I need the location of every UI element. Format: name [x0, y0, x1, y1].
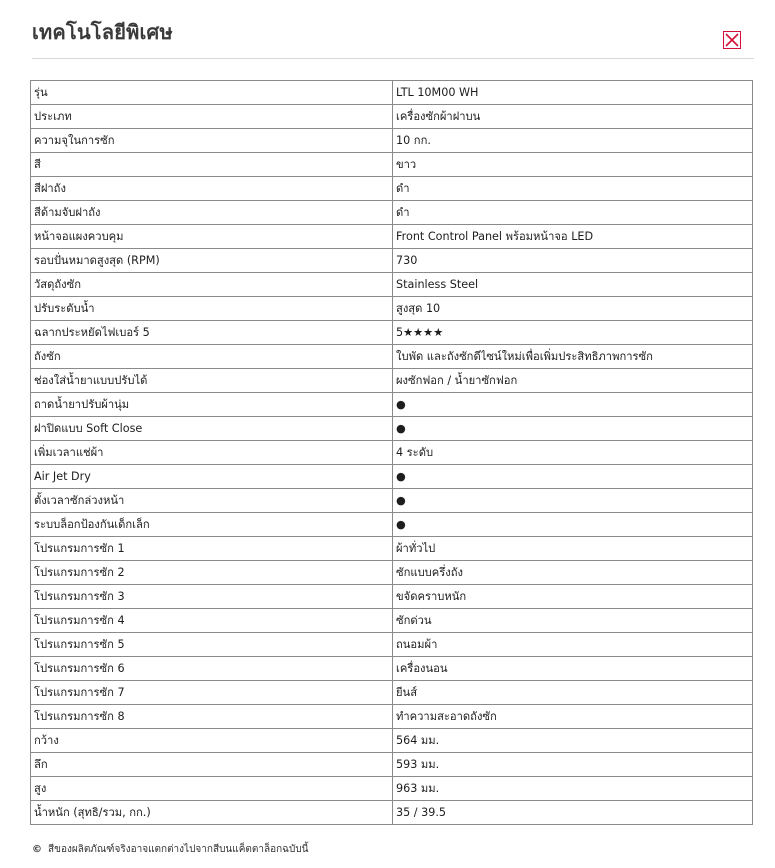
spec-value: Stainless Steel [393, 273, 753, 297]
spec-value: เครื่องนอน [393, 657, 753, 681]
spec-value: LTL 10M00 WH [393, 81, 753, 105]
spec-value: ซักด่วน [393, 609, 753, 633]
spec-value: 35 / 39.5 [393, 801, 753, 825]
spec-label: ถาดน้ำยาปรับผ้านุ่ม [31, 393, 393, 417]
modal-title: เทคโนโลยีพิเศษ [32, 20, 173, 44]
table-row [31, 537, 753, 561]
table-row [31, 297, 753, 321]
spec-value: ขาว [393, 153, 753, 177]
spec-label: สูง [31, 777, 393, 801]
spec-value: ใบพัด และถังซักดีไซน์ใหม่เพื่อเพิ่มประสิทธิภาพการซัก [393, 345, 753, 369]
table-row [31, 81, 753, 105]
table-row [31, 441, 753, 465]
spec-label: รอบปั่นหมาดสูงสุด (RPM) [31, 249, 393, 273]
spec-label: ฉลากประหยัดไฟเบอร์ 5 [31, 321, 393, 345]
spec-value: 963 มม. [393, 777, 753, 801]
table-row [31, 513, 753, 537]
spec-value: 4 ระดับ [393, 441, 753, 465]
table-row [31, 561, 753, 585]
table-row [31, 585, 753, 609]
table-row [31, 225, 753, 249]
spec-value: สูงสุด 10 [393, 297, 753, 321]
close-button[interactable] [723, 31, 741, 49]
table-row [31, 801, 753, 825]
spec-label: วัสดุถังซัก [31, 273, 393, 297]
table-row [31, 201, 753, 225]
spec-value: 593 มม. [393, 753, 753, 777]
spec-label: โปรแกรมการซัก 6 [31, 657, 393, 681]
table-row [31, 609, 753, 633]
spec-label: โปรแกรมการซัก 3 [31, 585, 393, 609]
spec-label: โปรแกรมการซัก 4 [31, 609, 393, 633]
spec-value: ผงซักฟอก / น้ำยาซักฟอก [393, 369, 753, 393]
spec-value: ดำ [393, 201, 753, 225]
spec-value: ยีนส์ [393, 681, 753, 705]
table-row [31, 105, 753, 129]
spec-value: 10 กก. [393, 129, 753, 153]
table-row [31, 153, 753, 177]
spec-label: ลึก [31, 753, 393, 777]
spec-value: ● [393, 465, 753, 489]
spec-label: น้ำหนัก (สุทธิ/รวม, กก.) [31, 801, 393, 825]
spec-value: 5★★★★ [393, 321, 753, 345]
spec-value: 730 [393, 249, 753, 273]
spec-value: ดำ [393, 177, 753, 201]
spec-label: ประเภท [31, 105, 393, 129]
spec-label: ช่องใส่น้ำยาแบบปรับได้ [31, 369, 393, 393]
spec-value: ซักแบบครึ่งถัง [393, 561, 753, 585]
spec-label: สี [31, 153, 393, 177]
spec-label: สีฝาถัง [31, 177, 393, 201]
close-icon [724, 32, 740, 48]
spec-value: ขจัดคราบหนัก [393, 585, 753, 609]
spec-label: Air Jet Dry [31, 465, 393, 489]
spec-label: รุ่น [31, 81, 393, 105]
spec-label: กว้าง [31, 729, 393, 753]
table-row [31, 729, 753, 753]
spec-label: โปรแกรมการซัก 8 [31, 705, 393, 729]
spec-label: ระบบล็อกป้องกันเด็กเล็ก [31, 513, 393, 537]
table-row [31, 345, 753, 369]
spec-value: 564 มม. [393, 729, 753, 753]
table-row [31, 129, 753, 153]
table-row [31, 273, 753, 297]
table-row [31, 681, 753, 705]
table-row [31, 465, 753, 489]
spec-value: ● [393, 417, 753, 441]
spec-label: เพิ่มเวลาแช่ผ้า [31, 441, 393, 465]
table-row [31, 633, 753, 657]
spec-value: ถนอมผ้า [393, 633, 753, 657]
spec-label: โปรแกรมการซัก 1 [31, 537, 393, 561]
spec-label: ปรับระดับน้ำ [31, 297, 393, 321]
table-row [31, 369, 753, 393]
spec-label: โปรแกรมการซัก 2 [31, 561, 393, 585]
table-row [31, 777, 753, 801]
spec-label: ตั้งเวลาซักล่วงหน้า [31, 489, 393, 513]
table-row [31, 705, 753, 729]
spec-label: โปรแกรมการซัก 7 [31, 681, 393, 705]
table-row [31, 177, 753, 201]
spec-value: ● [393, 513, 753, 537]
table-row [31, 657, 753, 681]
spec-value: Front Control Panel พร้อมหน้าจอ LED [393, 225, 753, 249]
spec-label: สีด้ามจับฝาถัง [31, 201, 393, 225]
spec-label: โปรแกรมการซัก 5 [31, 633, 393, 657]
table-row [31, 393, 753, 417]
spec-value: ทำความสะอาดถังซัก [393, 705, 753, 729]
table-row [31, 249, 753, 273]
spec-label: ถังซัก [31, 345, 393, 369]
table-row [31, 417, 753, 441]
copyright-mark: © [32, 844, 42, 855]
modal-header [32, 0, 754, 59]
table-row [31, 321, 753, 345]
spec-label: ความจุในการซัก [31, 129, 393, 153]
footnote-text: สีของผลิตภัณฑ์จริงอาจแตกต่างไปจากสีบนแค็ตตาล็อกฉบับนี้ [48, 844, 309, 855]
table-row [31, 489, 753, 513]
spec-value: ผ้าทั่วไป [393, 537, 753, 561]
spec-label: ฝาปิดแบบ Soft Close [31, 417, 393, 441]
spec-value: เครื่องซักผ้าฝาบน [393, 105, 753, 129]
footnote [32, 843, 309, 857]
spec-table [30, 80, 753, 825]
table-row [31, 753, 753, 777]
spec-value: ● [393, 489, 753, 513]
spec-value: ● [393, 393, 753, 417]
spec-label: หน้าจอแผงควบคุม [31, 225, 393, 249]
